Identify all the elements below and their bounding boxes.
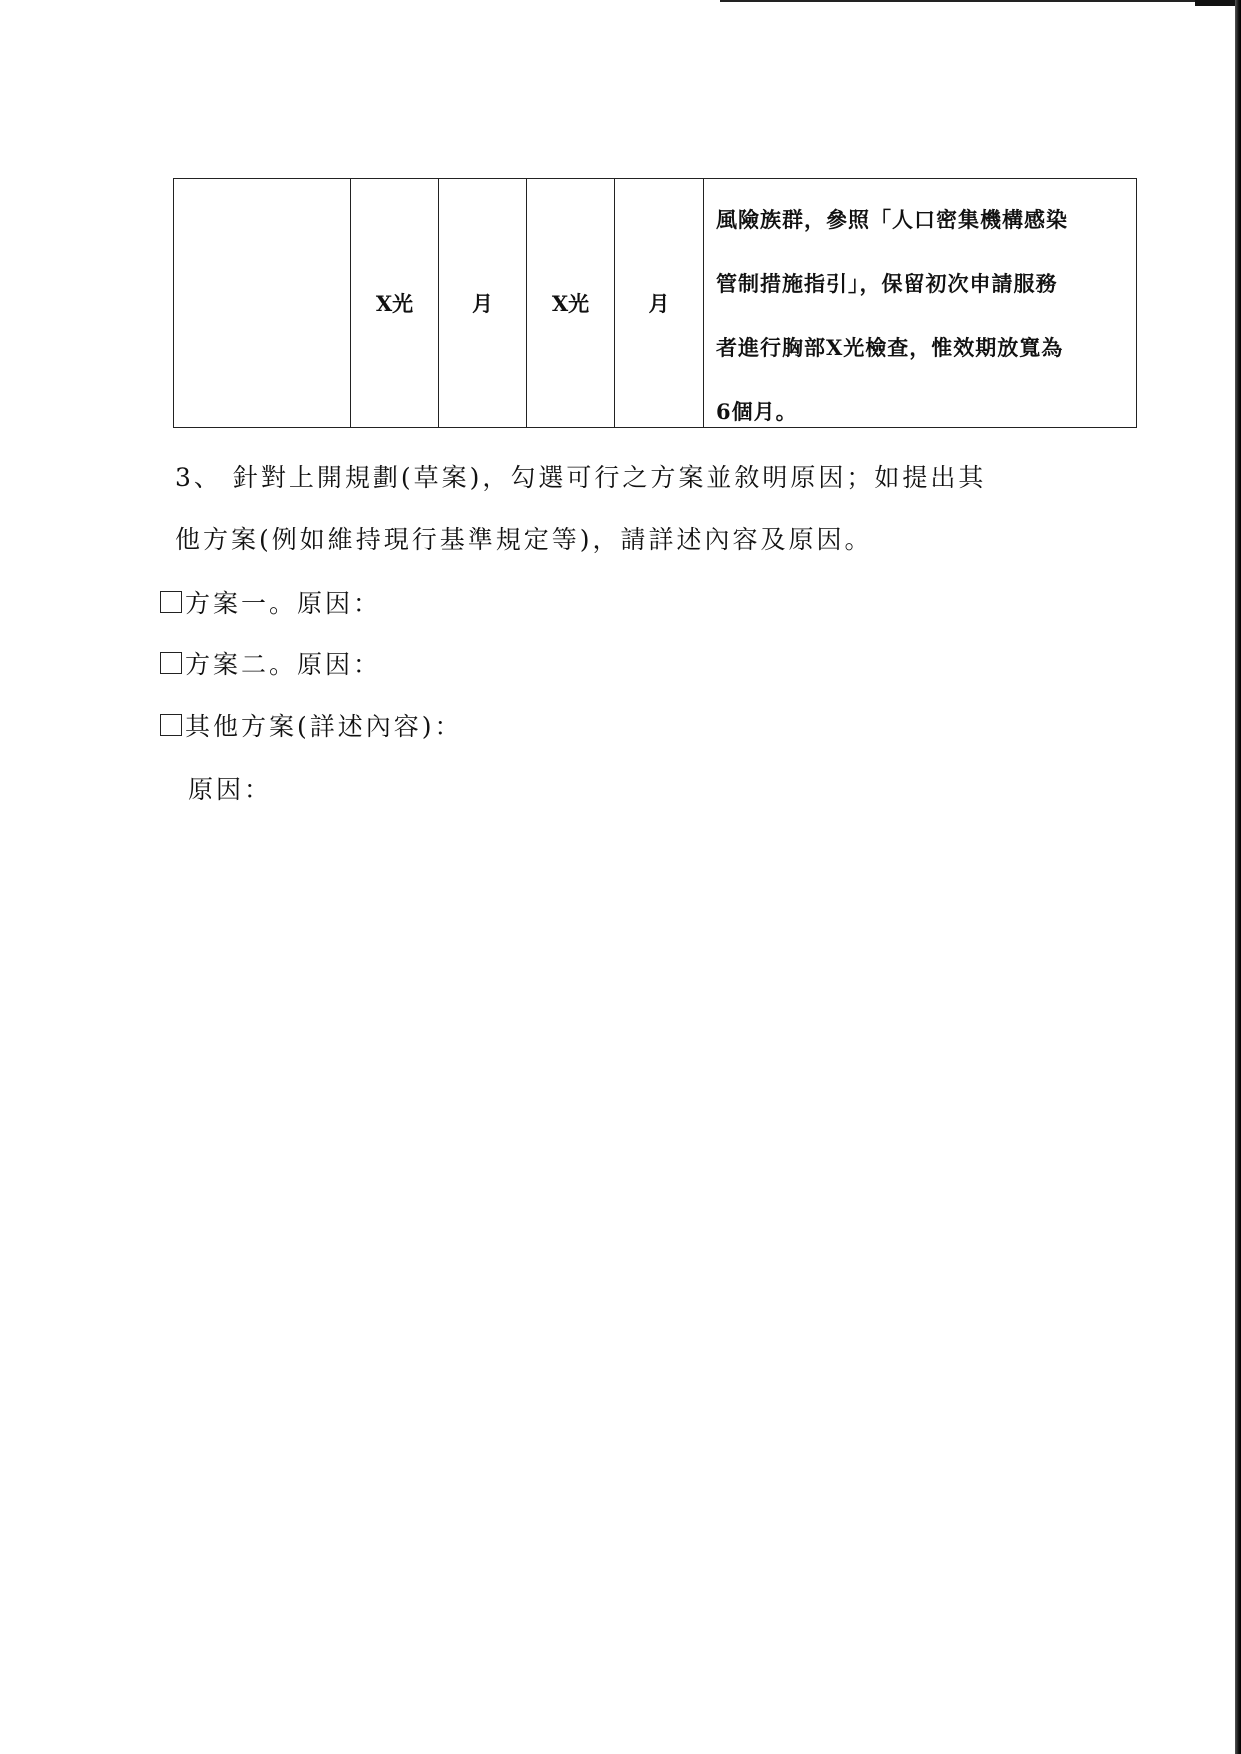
other-plan-reason-label: 原因： xyxy=(188,775,273,804)
table-cell-month-current: 月 xyxy=(439,179,527,427)
option-plan-two[interactable] xyxy=(160,645,381,681)
plan-one-checkbox[interactable] xyxy=(160,591,182,613)
question-line-1: 3、 針對上開規劃(草案)，勾選可行之方案並敘明原因；如提出其 xyxy=(175,463,987,492)
plan-two-label: 方案二。原因： xyxy=(185,650,382,679)
plan-one-label: 方案一。原因： xyxy=(185,589,382,618)
option-other-plan[interactable] xyxy=(160,707,463,743)
note-line: 6個月。 xyxy=(716,399,798,424)
table-cell-xray-current: X光 xyxy=(351,179,439,427)
plan-two-checkbox[interactable] xyxy=(160,652,182,674)
question-line-2: 他方案(例如維持現行基準規定等)，請詳述內容及原因。 xyxy=(175,525,873,554)
table-cell-month-draft: 月 xyxy=(615,179,704,427)
table-cell-blank xyxy=(174,179,351,427)
note-line: 風險族群，參照「人口密集機構感染 xyxy=(716,207,1068,232)
other-plan-checkbox[interactable] xyxy=(160,714,182,736)
option-plan-one[interactable] xyxy=(160,584,381,620)
table-cell-note xyxy=(704,179,1136,427)
other-plan-label: 其他方案(詳述內容)： xyxy=(185,712,463,741)
scan-edge-right xyxy=(1235,0,1241,1754)
note-line: 者進行胸部X光檢查，惟效期放寬為 xyxy=(716,335,1064,360)
note-line: 管制措施指引」，保留初次申請服務 xyxy=(716,271,1058,296)
criteria-table xyxy=(173,178,1137,428)
table-cell-xray-draft: X光 xyxy=(527,179,615,427)
scan-edge-top xyxy=(720,0,1220,2)
